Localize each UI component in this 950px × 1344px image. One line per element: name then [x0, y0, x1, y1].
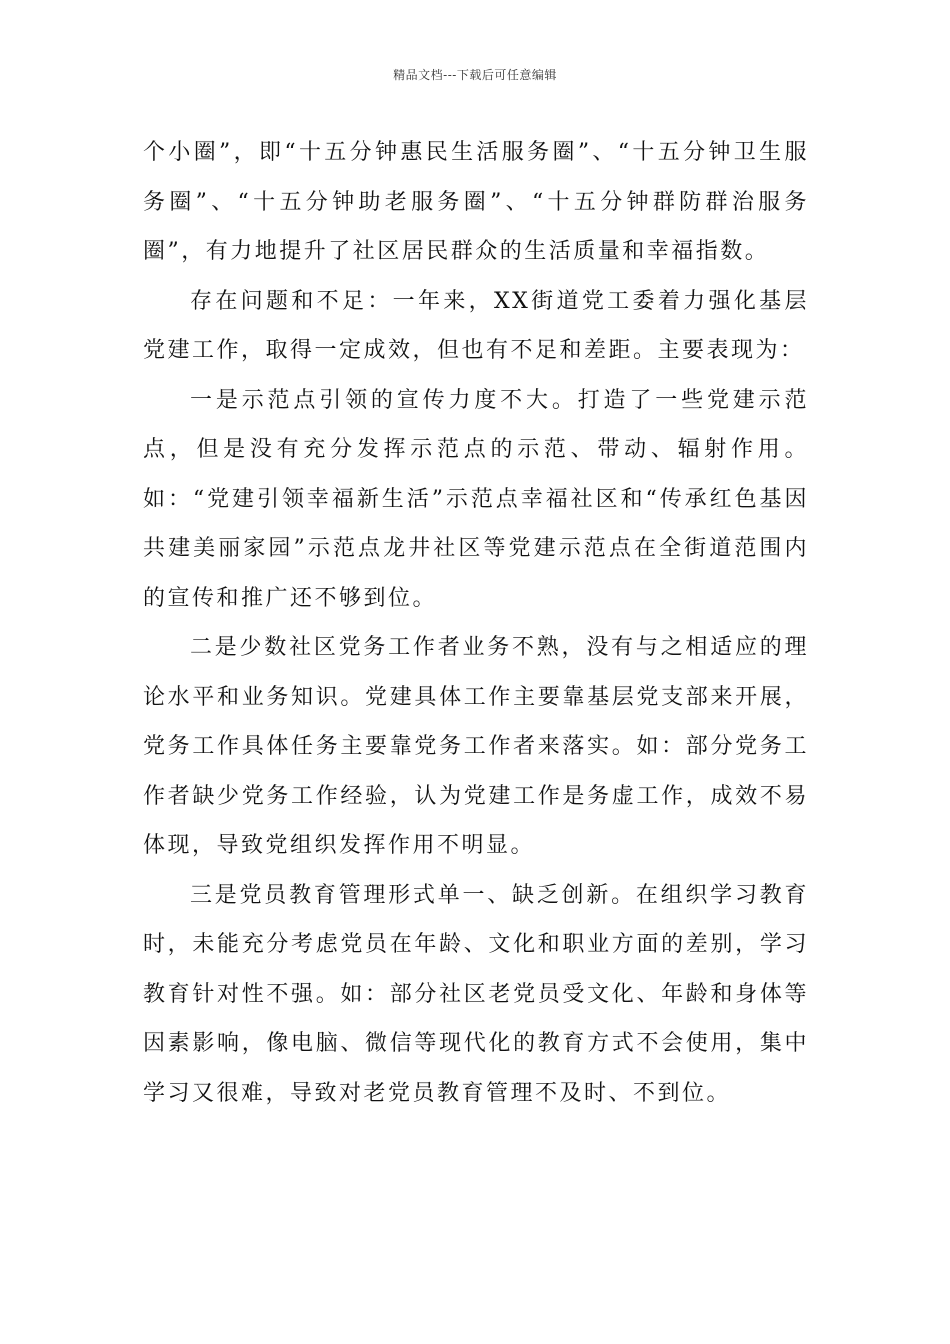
paragraph-continuation: 个小圈”，即“十五分钟惠民生活服务圈”、“十五分钟卫生服务圈”、“十五分钟助老服务圈”、“十五分钟群防群治服务圈”，有力地提升了社区居民群众的生活质量和幸福指数。	[143, 140, 809, 264]
page-header: 精品文档---下载后可任意编辑	[393, 68, 557, 82]
paragraph-point-two: 二是少数社区党务工作者业务不熟，没有与之相适应的理论水平和业务知识。党建具体工作主要靠基层党支部来开展，党务工作具体任务主要靠党务工作者来落实。如：部分党务工作者缺少党务工作经验，认为党建工作是务虚工作，成效不易体现，导致党组织发挥作用不明显。	[143, 635, 809, 858]
paragraph-problems-intro: 存在问题和不足：一年来，XX街道党工委着力强化基层党建工作，取得一定成效，但也有不足和差距。主要表现为：	[143, 288, 809, 363]
paragraph-point-one: 一是示范点引领的宣传力度不大。打造了一些党建示范点，但是没有充分发挥示范点的示范、带动、辐射作用。如：“党建引领幸福新生活”示范点幸福社区和“传承红色基因共建美丽家园”示范点龙井社区等党建示范点在全街道范围内的宣传和推广还不够到位。	[143, 387, 809, 611]
paragraph-point-three: 三是党员教育管理形式单一、缺乏创新。在组织学习教育时，未能充分考虑党员在年龄、文化和职业方面的差别，学习教育针对性不强。如：部分社区老党员受文化、年龄和身体等因素影响，像电脑、微信等现代化的教育方式不会使用，集中学习又很难，导致对老党员教育管理不及时、不到位。	[143, 882, 809, 1106]
document-body	[143, 128, 809, 1118]
